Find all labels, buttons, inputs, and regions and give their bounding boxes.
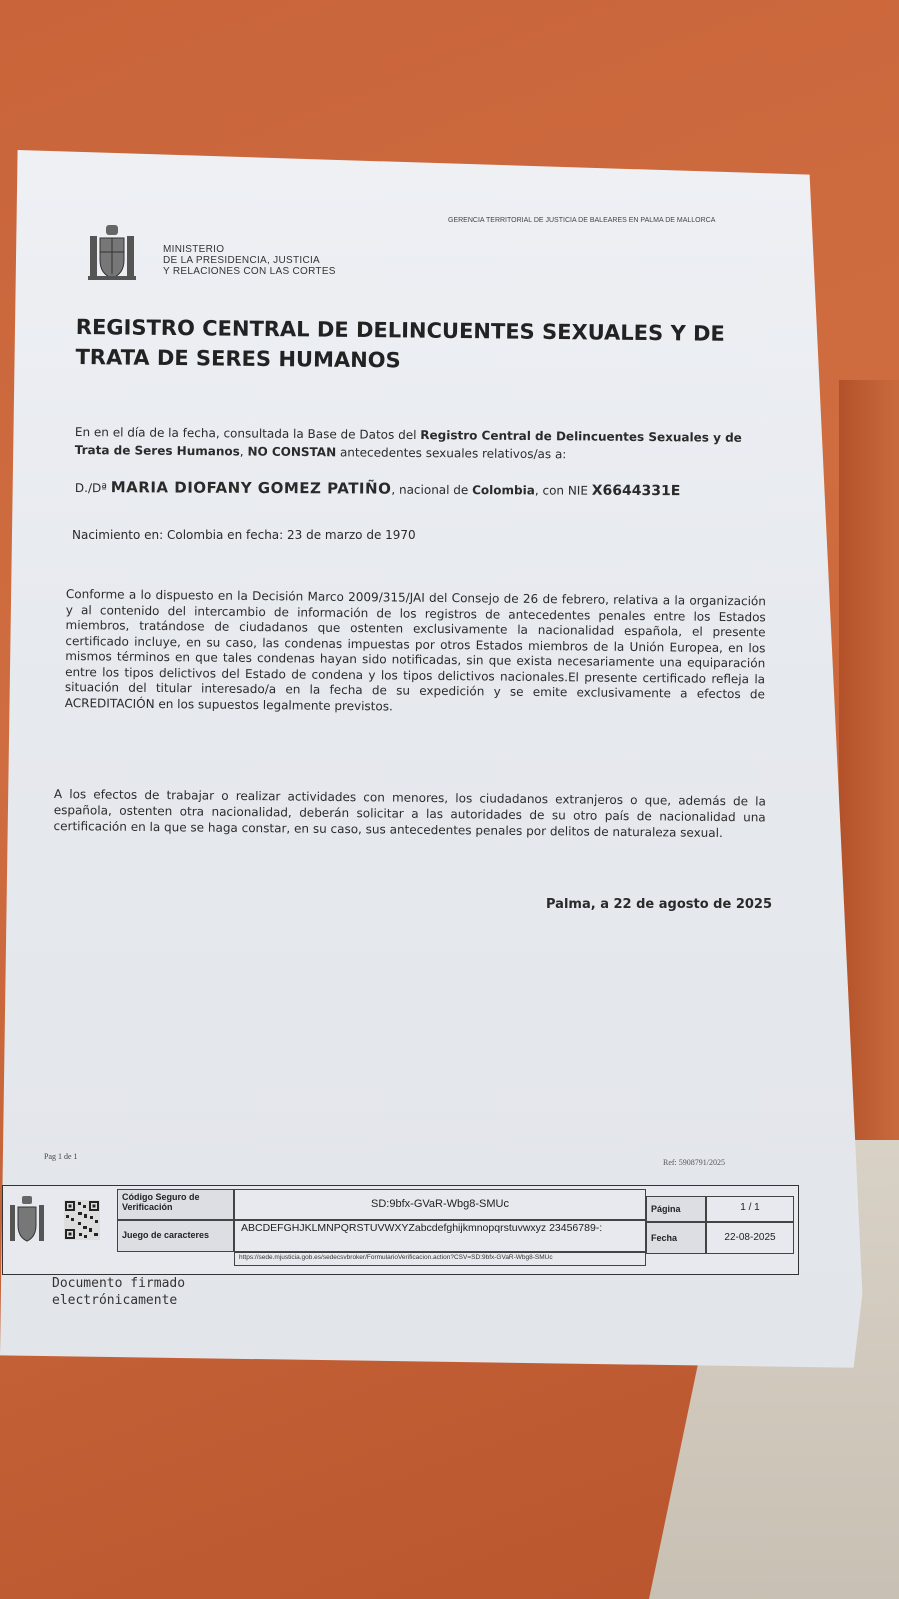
ministry-line: DE LA PRESIDENCIA, JUSTICIA — [163, 255, 321, 266]
qr-code-icon — [64, 1200, 100, 1240]
pagina-value: 1 / 1 — [706, 1196, 794, 1222]
fecha-label: Fecha — [646, 1222, 706, 1254]
document-title: REGISTRO CENTRAL DE DELINCUENTES SEXUALES Y DE TRATA DE SERES HUMANOS — [75, 314, 725, 373]
minors-notice-paragraph: A los efectos de trabajar o realizar actividades con menores, los ciudadanos extranjeros o que, además de la española, ostenten otra nacionalidad, deberán solicitar a las autoridades de su otro país de nacionalidad una certificación en la que se haga constar, en su caso, sus antecedentes penales por delitos de naturaleza sexual. — [53, 786, 766, 841]
subject-name: MARIA DIOFANY GOMEZ PATIÑO — [110, 478, 392, 498]
ministry-line: MINISTERIO — [163, 244, 225, 255]
legal-paragraph: Conforme a lo dispuesto en la Decisión Marco 2009/315/JAI del Consejo de 26 de febrero, relativa a la organización y al contenido del intercambio de información de los registros de antecedentes penales entre los Estados miembros, tratándose de ciudadanos que ostenten exclusivamente la nacionalidad española, el presente certificado incluye, en su caso, las condenas impuestas por otros Estados miembros de la Unión Europea, en los mismos términos en que tales condenas hayan sido notificadas, sin que exista necesariamente una equiparación entre los tipos delictivos del Estado de condena y los tipos delictivos nacionales.El presente certificado refleja la situación del titular interesado/a en la fecha de su expedición y se emite exclusivamente a efectos de ACREDITACIÓN en los supuestos legalmente previstos. — [64, 587, 766, 713]
reference-number: Ref: 5908791/2025 — [663, 1158, 725, 1167]
subject-text: , con NIE — [534, 483, 592, 498]
birth-info: Nacimiento en: Colombia en fecha: 23 de marzo de 1970 — [72, 528, 416, 542]
ministry-line: Y RELACIONES CON LAS CORTES — [163, 266, 336, 277]
pagina-label: Página — [646, 1196, 706, 1222]
signed-line: electrónicamente — [52, 1293, 178, 1308]
ministry-name — [163, 244, 336, 277]
small-coat-of-arms-icon — [8, 1193, 46, 1249]
registry-name: Registro Central de Delincuentes Sexuales y de Trata de Seres Humanos — [74, 428, 742, 459]
csv-label: Código Seguro de Verificación — [117, 1189, 234, 1220]
signed-line: Documento firmado — [52, 1276, 186, 1291]
signed-electronically-note — [52, 1275, 185, 1309]
juego-value: ABCDEFGHJKLMNPQRSTUVWXYZabcdefghijkmnopqrstuvwxyz 23456789-: — [234, 1220, 646, 1252]
intro-text: , — [239, 444, 248, 459]
intro-text: En en el día de la fecha, consultada la Base de Datos del — [74, 424, 421, 443]
page-number: Pag 1 de 1 — [44, 1152, 78, 1161]
subject-prefix: D./Dª — [74, 480, 107, 496]
juego-label: Juego de caracteres — [117, 1220, 234, 1252]
place-and-date: Palma, a 22 de agosto de 2025 — [546, 897, 773, 912]
subject-line — [75, 478, 795, 500]
subject-nie: X6644331E — [591, 482, 681, 500]
csv-value: SD:9bfx-GVaR-Wbg8-SMUc — [234, 1189, 646, 1220]
verification-url[interactable]: https://sede.mjusticia.gob.es/sedecsvbroker/FormularioVerificacion.action?CSV=SD:9bfx-GVaR-Wbg8-SMUc — [234, 1252, 646, 1266]
subject-country: Colombia — [472, 483, 535, 498]
coat-of-arms-icon — [86, 222, 138, 284]
intro-paragraph — [75, 423, 775, 465]
intro-text: antecedentes sexuales relativos/as a: — [336, 445, 567, 462]
gerencia-heading: GERENCIA TERRITORIAL DE JUSTICIA DE BALEARES EN PALMA DE MALLORCA — [448, 217, 716, 224]
subject-text: , nacional de — [391, 482, 473, 498]
no-constan-label: NO CONSTAN — [247, 444, 337, 460]
fecha-value: 22-08-2025 — [706, 1222, 794, 1254]
